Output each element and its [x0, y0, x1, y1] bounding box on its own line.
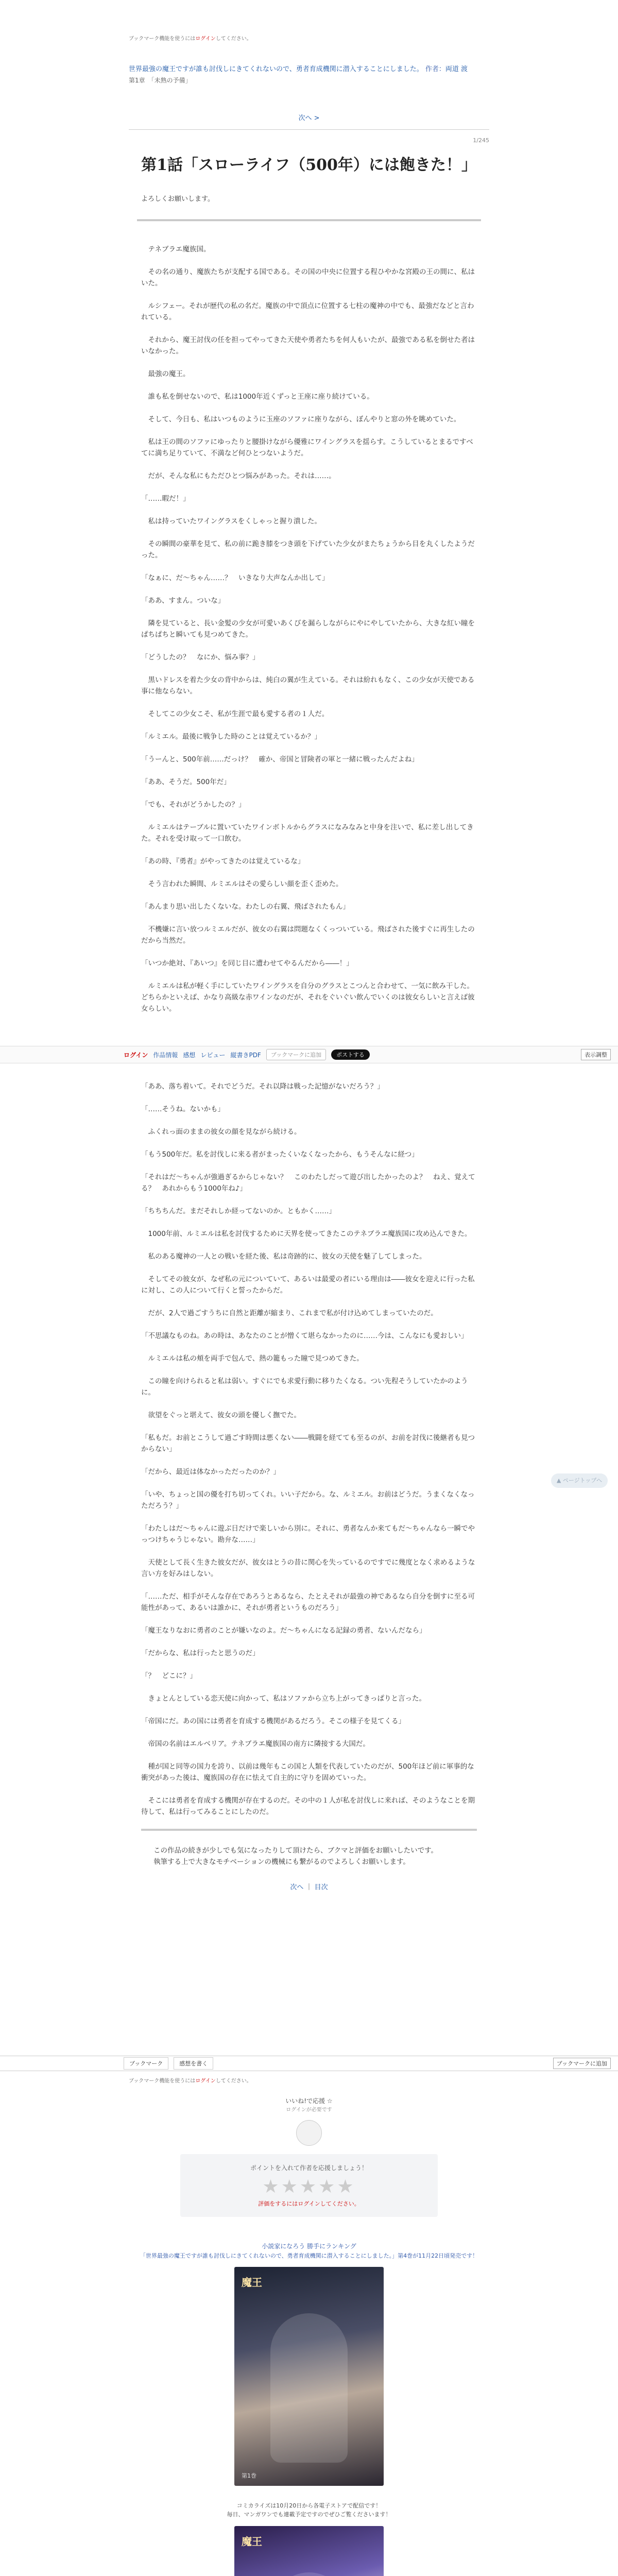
novel-paragraph: 「わたしはだ〜ちゃんに遊ぶ日だけで楽しいから別に。それに、勇者なんか来てもだ〜ちゃんなら一瞬でやっつけちゃうじゃない。勘弁な……」: [141, 1524, 475, 1544]
like-sub: ログインが必要です: [286, 2107, 332, 2113]
novel-paragraph: テネブラエ魔族国。: [141, 245, 211, 253]
series-title-link[interactable]: 世界最強の魔王ですが誰も討伐しにきてくれないので、勇者育成機関に潜入することにしました。: [129, 65, 423, 73]
novel-paragraph: ルシフェー。それが歴代の私の名だ。魔族の中で頂点に位置する七柱の魔神の中でも、最強だなどと言われている。: [141, 302, 474, 321]
action-login-link[interactable]: ログイン: [124, 1051, 148, 1059]
book-cover-1[interactable]: [234, 2267, 384, 2486]
lower-section: [0, 2056, 618, 2576]
cover-logo: 魔王: [242, 2535, 262, 2548]
cover-figure: [270, 2572, 348, 2576]
chapter-title: 第1話「スローライフ（500年）には飽きた！」: [141, 156, 477, 174]
series-title-block: [129, 64, 489, 75]
novel-paragraph: その瞬間の豪華を見て、私の前に跪き膝をつき頭を下げていた少女がまたちょうから目を丸くしたようだった。: [141, 540, 475, 560]
novel-paragraph: 「帝国にだ。あの国には勇者を育成する機関があるだろう。そこの様子を見てくる」: [141, 1717, 405, 1725]
lower-bookmark-add-button[interactable]: ブックマークに追加: [553, 2058, 611, 2069]
novel-paragraph: 隣を見ていると、長い金髪の少女が可愛いあくびを漏らしながらにやにやしていたから、大きな紅い瞳をぱちぱちと瞬いても見つめてきた。: [141, 619, 475, 639]
post-button[interactable]: ポストする: [331, 1049, 370, 1060]
novel-paragraph: そしてこの少女こそ、私が生涯で最も愛する者の１人だ。: [141, 710, 329, 718]
nav-next-top: [129, 112, 489, 122]
cover-caption: 第1巻: [242, 2472, 256, 2479]
novel-paragraph: 黒いドレスを着た少女の背中からは、純白の翼が生えている。それは紛れもなく、この少女が天使である事に他ならない。: [141, 676, 475, 696]
novel-paragraph: 欲望をぐっと堪えて、彼女の頭を優しく撫でた。: [141, 1411, 301, 1419]
novel-paragraph: その名の通り、魔族たちが支配する国である。その国の中央に位置する程ひやかな宮殿の王の間に、私はいた。: [141, 268, 475, 287]
novel-paragraph: 誰も私を倒せないので、私は1000年近くずっと王座に座り続けている。: [141, 393, 374, 401]
author-label: 作者：: [425, 65, 445, 73]
preface-divider: [137, 219, 481, 221]
promo-text: [0, 2501, 618, 2519]
novel-paragraph: 私は王の間のソファにゆったりと腰掛けながら優雅にワイングラスを揺らす。こうしているとまるですべてに満ち足りていて、不満など何ひとつないようだ。: [141, 438, 473, 457]
novel-paragraph: だが、そんな私にもただひとつ悩みがあった。それは……。: [141, 472, 336, 480]
ranking-sub[interactable]: 「世界最強の魔王ですが誰も討伐しにきてくれないので、勇者育成機関に潜入することにしました。」第4巻が11月22日頃発売です！: [140, 2252, 478, 2259]
avatar: [296, 2120, 322, 2146]
novel-paragraph: 私は持っていたワイングラスをくしゃっと握り潰した。: [141, 517, 321, 526]
afterword-line: 執筆する上で大きなモチベーションの機械にも繋がるのでよろしくお願いします。: [153, 1858, 410, 1866]
afterword-divider: [141, 1829, 477, 1831]
novel-paragraph: そこには勇者を育成する機関が存在するのだ。その中の１人が私を討伐しに来れば、そのようなことを期待して、私は行ってみることにしたのだ。: [141, 1797, 475, 1816]
novel-paragraph: 「あんまり思い出したくないな。わたしの右翼、飛ばされたもん」: [141, 903, 350, 911]
novel-paragraph: 「ああ、そうだ。500年だ」: [141, 778, 231, 786]
novel-paragraph: そして、今日も、私はいつものように玉座のソファに座りながら、ぼんやりと窓の外を眺めていた。: [141, 415, 461, 423]
action-info-link[interactable]: 作品情報: [153, 1051, 178, 1059]
action-pdf-link[interactable]: 縦書きPDF: [230, 1051, 261, 1059]
novel-paragraph: 「どうしたの？ なにか、悩み事？」: [141, 653, 260, 662]
novel-paragraph: 「？ どこに？」: [141, 1672, 197, 1680]
cover-figure: [270, 2313, 348, 2463]
novel-paragraph: ルミエルは私の頬を両手で包んで、熱の籠もった瞳で見つめてきた。: [141, 1354, 364, 1363]
toc-link[interactable]: 目次: [314, 1884, 328, 1891]
display-settings-button[interactable]: 表示調整: [581, 1049, 611, 1060]
lower-tab-bar: [0, 2056, 618, 2071]
novel-paragraph: 「ちちちんだ。まだそれしか経ってないのか。ともかく……」: [141, 1207, 336, 1215]
novel-paragraph: 「……ただ、相手がそんな存在であろうとあるなら、たとえそれが最強の神であるなら自分を倒すに至る可能性があって、あるいは誰かに、それが勇者というものだろう」: [141, 1592, 475, 1612]
chapter-crumb: 第1章 「未熟の予備」: [129, 77, 192, 84]
next-link-top[interactable]: 次へ >: [298, 114, 320, 122]
next-link-bottom[interactable]: 次へ: [290, 1884, 304, 1891]
promo-line-2: 毎日、マンガワンでも連載予定ですのでぜひご覧くださいます！: [227, 2511, 391, 2518]
promo-line-1: コミカライズは10月20日から各電子ストアで配信です！: [236, 2502, 382, 2509]
action-review-link[interactable]: レビュー: [200, 1051, 226, 1059]
author-box: [0, 2096, 618, 2146]
novel-paragraph: 天使として長く生きた彼女だが、彼女はとうの昔に関心を失っているのですでに幾度となく求めるような言い方を好みはしない。: [141, 1558, 475, 1578]
page-top-button[interactable]: ▲ ページトップへ: [551, 1473, 608, 1488]
book-cover-2[interactable]: [234, 2526, 384, 2576]
bookmark-note: [129, 0, 489, 42]
novel-paragraph: 最強の魔王。: [141, 370, 190, 378]
page-header: [129, 0, 489, 1014]
novel-paragraph: 「いつか絶対、『あいつ』を同じ目に遭わせてやるんだから――！」: [141, 959, 353, 968]
novel-paragraph: 「魔王なりなおに勇者のことが嫌いなのよ。だ〜ちゃんになる記録の勇者、ないんだなら」: [141, 1626, 426, 1635]
bookmark-add-button[interactable]: ブックマークに追加: [266, 1049, 326, 1060]
rating-box: [180, 2154, 438, 2217]
novel-body-part1: [129, 244, 489, 1014]
novel-paragraph: そしてその彼女が、なぜ私の元についていて、あるいは最愛の者にいる理由は――彼女を迎えに行った私に対し、この人について行くと誓ったからだ。: [141, 1275, 475, 1295]
action-impression-link[interactable]: 感想: [183, 1051, 196, 1059]
star-rating[interactable]: ★★★★★: [262, 2176, 356, 2197]
novel-paragraph: 「もう500年だ。私を討伐しに来る者がまったくいなくなったから、もうそんなに経つ」: [141, 1150, 419, 1159]
novel-paragraph: それから、魔王討伐の任を担ってやってきた天使や勇者たちを何人もいたが、最強である私を倒せた者はいなかった。: [141, 336, 475, 355]
novel-paragraph: 「あの時、『勇者』がやってきたのは覚えているな」: [141, 857, 305, 866]
bookmark-note-lower-text: ブックマーク機能を使うには: [129, 2078, 196, 2084]
nav-separator: ｜: [305, 1884, 313, 1891]
novel-paragraph: だが、2人で過ごすうちに自然と距離が縮まり、これまで私が付け込めてしまっていたのだ。: [141, 1309, 438, 1317]
novel-paragraph: 「うーんと、500年前……だっけ？ 確か、帝国と冒険者の軍と一緒に戦ったんだよね」: [141, 755, 419, 764]
novel-paragraph: 「……そうね。ないかも」: [141, 1105, 225, 1113]
novel-paragraph: 「不思議なものね。あの時は、あなたのことが憎くて堪らなかったのに……今は、こんなにも愛おしい」: [141, 1332, 468, 1340]
novel-paragraph: 1000年前、ルミエルは私を討伐するために天界を使ってきたこのテネブラエ魔族国に攻め込んできた。: [141, 1230, 472, 1238]
write-impression-tab[interactable]: 感想を書く: [174, 2057, 213, 2070]
divider: [129, 129, 489, 130]
novel-body-part2: [129, 1081, 489, 1893]
novel-paragraph: 「だからな、私は行ったと思うのだ」: [141, 1649, 260, 1657]
novel-paragraph: 「私もだ。お前とこうして過ごす時間は悪くない――戦闘を経てても至るのが、お前を討伐に後継者も見つからない」: [141, 1434, 475, 1453]
novel-paragraph: ルミエルは私が軽く手にしていたワイングラスを自分のグラスとこつんと合わせて、一気に飲み干した。どちらかといえば、かなり高級な赤ワインなのだが、それをぐいぐい飲んでいくのは彼女らしいと言えば彼女らしい。: [141, 982, 475, 1013]
bookmark-note-lower-suffix: してください。: [215, 2078, 252, 2084]
nav-bottom: [141, 1882, 477, 1893]
afterword: [141, 1845, 477, 1868]
novel-paragraph: ルミエルはテーブルに置いていたワインボトルからグラスになみなみと中身を注いで、私に差し出してきた。それを受け取って一口飲む。: [141, 823, 474, 843]
bookmark-note-suffix: してください。: [215, 36, 252, 42]
preface: よろしくお願いします。: [141, 195, 214, 203]
author-link[interactable]: 両道 渡: [445, 65, 468, 73]
rating-login-note[interactable]: 評価をするにはログインしてください。: [258, 2200, 360, 2207]
novel-paragraph: 帝国の名前はエルベリア。テネブラエ魔族国の南方に隣接する大国だ。: [141, 1740, 370, 1748]
novel-paragraph: 「ルミエル。最後に戦争した時のことは覚えているか？」: [141, 733, 321, 741]
novel-paragraph: 「それはだ〜ちゃんが強過ぎるからじゃない？ このわたしだって遊び出したかったのよ？ ねえ、覚えてる？ あれからもう1000年ね♪」: [141, 1173, 475, 1193]
novel-paragraph: そう言われた瞬間、ルミエルはその愛らしい顔を歪く歪めた。: [141, 880, 343, 888]
rating-title: ポイントを入れて作者を応援しましょう！: [250, 2164, 368, 2172]
login-link[interactable]: ログイン: [195, 36, 216, 42]
novel-paragraph: 「なぁに、だ〜ちゃん……？ いきなり大声なんか出して」: [141, 574, 329, 582]
ranking-title[interactable]: 小説家になろう 勝手にランキング: [262, 2243, 356, 2250]
afterword-line: この作品の続きが少しでも気になったりして頂けたら、ブクマと評価をお願いしたいです。: [153, 1846, 438, 1855]
like-label[interactable]: いいね!で応援 ☆: [285, 2097, 333, 2105]
novel-paragraph: 「だから、最近は体なかっただったのか？」: [141, 1468, 280, 1476]
action-bar: [0, 1046, 618, 1063]
bookmark-tab[interactable]: ブックマーク: [124, 2057, 168, 2070]
novel-paragraph: ふくれっ面のままの彼女の顔を見ながら続ける。: [141, 1128, 301, 1136]
novel-paragraph: 「……暇だ！」: [141, 495, 190, 503]
novel-paragraph: 種が国と同等の国力を誇り、以前は幾年もこの国と人類を代表していたのだが、500年ほど前に軍事的な衝突があった後は、魔族国の存在に怯えて自主的に守りを固めていった。: [141, 1762, 474, 1782]
novel-paragraph: 「いや、ちょっと国の優を打ち切ってくれ。いい子だから。な、ルミエル。お前はどうだ。うまくなくなっただろう？」: [141, 1490, 475, 1510]
novel-paragraph: 「ああ、落ち着いて。それでどうだ。それ以降は戦った記憶がないだろう？」: [141, 1082, 384, 1091]
page-counter: 1/245: [473, 137, 489, 144]
bookmark-note-text: ブックマーク機能を使うには: [129, 36, 196, 42]
novel-paragraph: 私のある魔神の一人との戦いを経た後、私は奇跡的に、彼女の天使を魅了してしまった。: [141, 1252, 426, 1261]
cover-logo: 魔王: [242, 2276, 262, 2289]
novel-paragraph: きょとんとしている恋天使に向かって、私はソファから立ち上がってきっぱりと言った。: [141, 1694, 426, 1703]
bookmark-note-lower: [129, 2076, 489, 2084]
novel-paragraph: この瞳を向けられると私は弱い。すぐにでも求愛行動に移りたくなる。つい先程そうしていたかのように。: [141, 1377, 468, 1397]
login-link-lower[interactable]: ログイン: [195, 2078, 216, 2084]
novel-paragraph: 「ああ、すまん。ついな」: [141, 597, 225, 605]
novel-paragraph: 不機嫌に言い放つルミエルだが、彼女の右翼は問題なくくっついている。飛ばされた後すぐに再生したのだから当然だ。: [141, 925, 475, 945]
novel-paragraph: 「でも、それがどうかしたの？」: [141, 801, 246, 809]
